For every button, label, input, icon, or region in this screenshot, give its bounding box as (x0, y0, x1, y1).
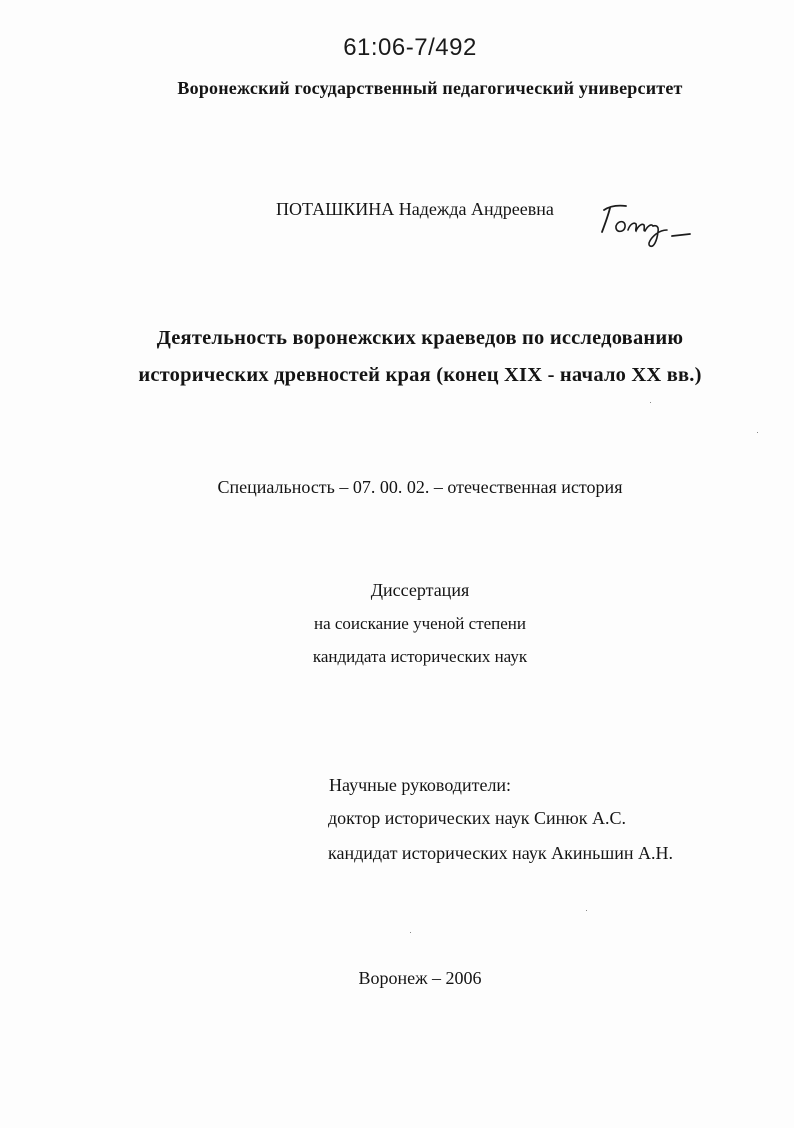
scan-speck (586, 910, 587, 911)
handwritten-signature (596, 196, 696, 258)
scan-speck (757, 432, 758, 433)
city-year: Воронеж – 2006 (358, 968, 482, 988)
university-name: Воронежский государственный педагогический университет (177, 78, 683, 98)
supervisor-item: доктор исторических наук Синюк А.С. (328, 808, 626, 828)
specialty-line: Специальность – 07. 00. 02. – отечественная история (217, 477, 623, 497)
scan-speck (410, 932, 411, 933)
degree-line-1: на соискание ученой степени (313, 614, 527, 633)
scan-speck (650, 402, 651, 403)
degree-line-2: кандидата исторических наук (312, 647, 528, 666)
dissertation-label: Диссертация (370, 580, 470, 600)
supervisors-heading: Научные руководители: (329, 775, 512, 795)
author-name: ПОТАШКИНА Надежда Андреевна (276, 199, 554, 219)
dissertation-title-line-1: Деятельность воронежских краеведов по исследованию (156, 327, 684, 349)
archive-code: 61:06-7/492 (343, 34, 477, 61)
supervisor-item: кандидат исторических наук Акиньшин А.Н. (328, 843, 673, 863)
dissertation-title-line-2: исторических древностей края (конец XIX - начало XX вв.) (138, 364, 702, 386)
